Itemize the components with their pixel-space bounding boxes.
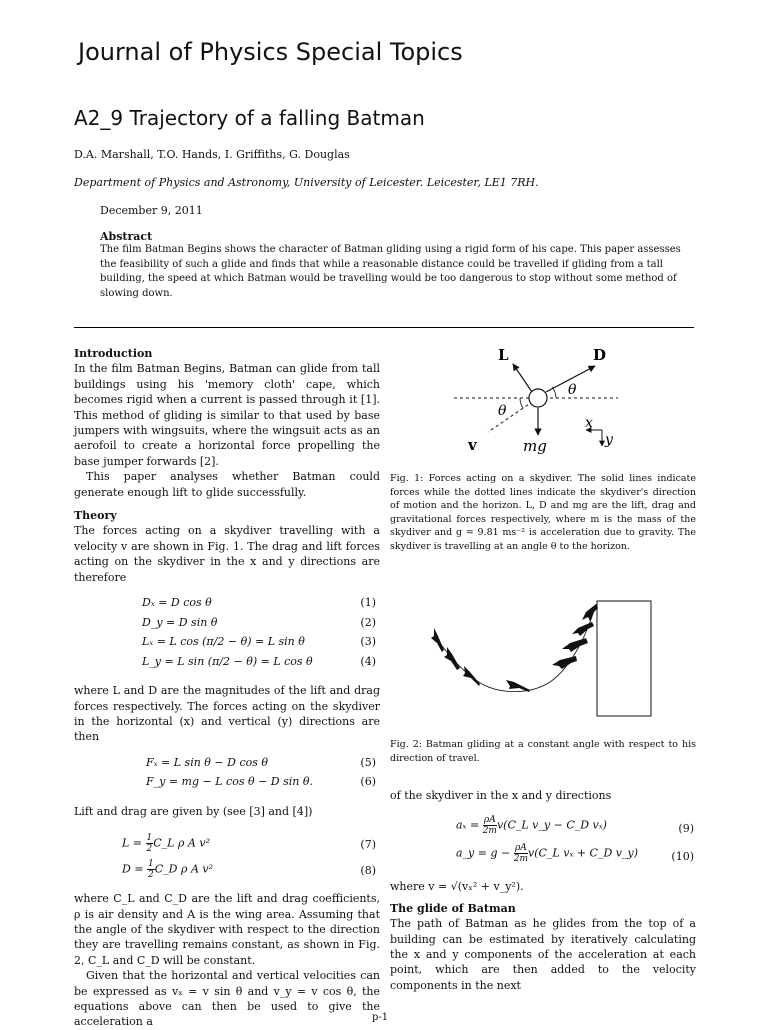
fraction-denominator: 2 — [146, 844, 153, 855]
batman-figure — [463, 666, 480, 686]
equation — [74, 829, 380, 855]
building — [597, 601, 651, 716]
authors: D.A. Marshall, T.O. Hands, I. Griffiths, G. Douglas — [74, 148, 350, 161]
right-column — [390, 780, 696, 993]
glide-paragraph: The path of Batman as he glides from the top of a building can be estimated by iteratively calculating the x and y components of the acceleration at each point, which are then added to the velocity components in the next — [390, 917, 696, 992]
batman-figure — [506, 680, 530, 692]
velocity-definition: where v = √(vₓ² + v_y²). — [390, 880, 524, 894]
fraction-numerator: 1 — [146, 833, 153, 844]
label-mg: mg — [523, 437, 547, 455]
theory-paragraph-5: Given that the horizontal and vertical velocities can be expressed as vₓ = v sin θ and v_y = v cos θ, the equations above can then be used to give the acceleration a — [74, 969, 380, 1029]
label-y: y — [605, 432, 613, 448]
equation-lhs: aₓ = — [456, 818, 483, 832]
introduction-paragraph-1: In the film Batman Begins, Batman can glide from tall buildings using his 'memory cloth' cape, which becomes rigid when a current is passed through it [1]. This method of gliding is similar to that used by base jumpers with wingsuits, where the wingsuit acts as an aerofoil to create a horizontal force propelling the base jumper forwards [2]. — [74, 362, 380, 468]
equations-7-8 — [74, 829, 380, 881]
equation-rhs: v(C_L vₓ + C_D v_y) — [528, 846, 639, 860]
fraction-half — [147, 859, 155, 880]
date: December 9, 2011 — [100, 204, 203, 217]
fraction-numerator: ρA — [483, 815, 496, 826]
batman-figure — [562, 638, 588, 652]
equation-number: (1) — [360, 596, 376, 610]
abstract-text: The film Batman Begins shows the character of Batman gliding using a rigid form of his cape. This paper assesses the feasibility of such a glide and finds that while a reasonable distance could be travelled if gliding from a tall building, the speed at which Batman would be travelling would be too dangerous to stop without some method of slowing down. — [100, 244, 681, 299]
equation-number: (9) — [678, 822, 694, 836]
fraction-denominator: 2m — [482, 826, 497, 837]
department: Department of Physics and Astronomy, University of Leicester. Leicester, LE1 7RH. — [74, 176, 539, 189]
equation-text — [456, 815, 607, 836]
equation-number: (6) — [360, 775, 376, 789]
equation-number: (10) — [671, 850, 694, 864]
equation — [74, 615, 380, 635]
label-theta-lower: θ — [498, 403, 507, 419]
theory-heading: Theory — [74, 509, 117, 523]
equation-text — [456, 843, 638, 864]
equation-text: L_y = L sin (π/2 − θ) = L cos θ — [142, 654, 313, 668]
equation-number: (5) — [360, 755, 376, 769]
theory-paragraph-3: Lift and drag are given by (see [3] and [4]) — [74, 804, 313, 818]
lift-arrow — [513, 364, 532, 392]
batman-silhouettes — [431, 604, 598, 692]
introduction-heading: Introduction — [74, 347, 153, 360]
figure-2-caption: Fig. 2: Batman gliding at a constant angle with respect to his direction of travel. — [390, 739, 696, 764]
equation — [74, 774, 380, 794]
batman-figure — [431, 628, 444, 652]
label-L: L — [498, 346, 509, 364]
equation — [74, 634, 380, 654]
equation — [74, 755, 380, 775]
figure-2-batman-glide — [420, 592, 660, 722]
equation — [390, 841, 696, 869]
equation-lhs: L = — [122, 836, 146, 850]
fraction-denominator: 2m — [513, 854, 528, 865]
equation-number: (8) — [360, 864, 376, 878]
label-theta-upper: θ — [568, 382, 577, 398]
equations-9-10 — [390, 813, 696, 869]
theta-arc-lower — [520, 398, 523, 408]
equation — [390, 813, 696, 841]
figure-1-force-diagram — [430, 340, 630, 460]
equation-rhs: C_L ρ A v² — [153, 836, 210, 850]
skydiver-circle — [529, 389, 547, 407]
equation-number: (3) — [360, 635, 376, 649]
equation-text — [122, 859, 213, 880]
label-D: D — [593, 346, 607, 364]
left-column — [74, 346, 380, 1030]
equation-rhs: v(C_L v_y − C_D vₓ) — [496, 818, 607, 832]
label-v: v — [468, 436, 477, 454]
section-divider — [74, 327, 694, 328]
page-number: p-1 — [372, 1012, 389, 1023]
batman-figure — [444, 647, 460, 670]
fraction-rho-a — [483, 815, 497, 836]
paper-title: A2_9 Trajectory of a falling Batman — [74, 106, 425, 130]
batman-figure — [572, 622, 594, 636]
equation-text — [122, 833, 210, 854]
batman-figure — [582, 604, 598, 621]
label-x: x — [585, 415, 593, 431]
equations-1-4 — [74, 595, 380, 673]
equation-text: F_y = mg − L cos θ − D sin θ. — [146, 775, 313, 789]
theory-paragraph-2: where L and D are the magnitudes of the lift and drag forces respectively. The forces acting on the skydiver in the horizontal (x) and vertical (y) directions are then — [74, 684, 380, 744]
journal-title: Journal of Physics Special Topics — [78, 38, 463, 66]
right-paragraph-1: of the skydiver in the x and y directions — [390, 789, 612, 802]
equations-5-6 — [74, 755, 380, 794]
abstract-heading: Abstract — [100, 230, 153, 243]
equation-lhs: D = — [122, 862, 148, 876]
theory-paragraph-4: where C_L and C_D are the lift and drag coefficients, ρ is air density and A is the wing area. Assuming that the angle of the skydiver with respect to the direction they are travelling remains constant, as shown in Fig. 2, C_L and C_D will be constant. — [74, 892, 380, 967]
fraction-denominator: 2 — [148, 870, 154, 881]
equation-number: (4) — [360, 654, 376, 668]
introduction-paragraph-2: This paper analyses whether Batman could generate enough lift to glide successfully. — [74, 470, 380, 499]
figure-1-caption: Fig. 1: Forces acting on a skydiver. The solid lines indicate forces while the dotted lines indicate the skydiver's direction of motion and the horizon. L, D and mg are the lift, drag and gravitational forces respectively, where m is the mass of the skydiver and g = 9.81 ms⁻² is acceleration due to gravity. The skydiver is travelling at an angle θ to the horizon. — [390, 473, 696, 552]
equation — [74, 654, 380, 674]
fraction-numerator: ρA — [514, 843, 527, 854]
equation-text: Lₓ = L cos (π/2 − θ) = L sin θ — [142, 635, 305, 649]
batman-figure — [552, 656, 577, 669]
equation-rhs: C_D ρ A v² — [154, 862, 214, 876]
equation-text: D_y = D sin θ — [142, 615, 218, 629]
equation-text: Fₓ = L sin θ − D cos θ — [146, 755, 268, 769]
theory-paragraph-1: The forces acting on a skydiver travelling with a velocity v are shown in Fig. 1. The drag and lift forces acting on the skydiver in the x and y directions are therefore — [74, 524, 380, 584]
equation-number: (7) — [360, 838, 376, 852]
equation-text: Dₓ = D cos θ — [142, 596, 212, 610]
equation-number: (2) — [360, 615, 376, 629]
equation — [74, 855, 380, 881]
fraction-numerator: 1 — [148, 859, 154, 870]
equation-lhs: a_y = g − — [456, 846, 514, 860]
fraction-rho-a — [514, 843, 528, 864]
glide-heading: The glide of Batman — [390, 901, 516, 915]
equation — [74, 595, 380, 615]
